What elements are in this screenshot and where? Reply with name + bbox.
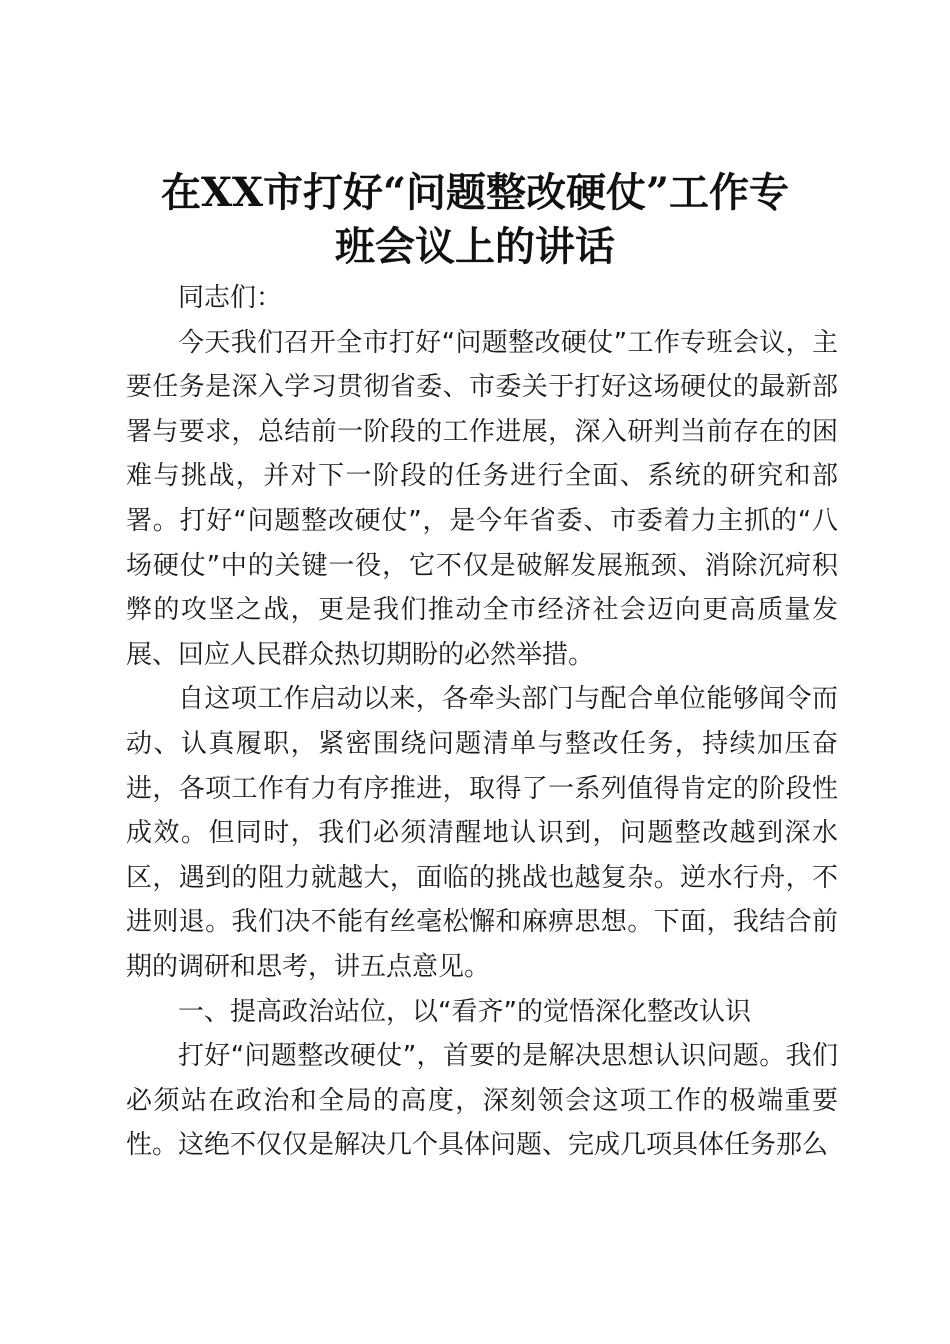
document-title-line-1: 在XX市打好“问题整改硬仗”工作专 xyxy=(160,169,790,216)
paragraph-progress: 自这项工作启动以来，各牵头部门与配合单位能够闻令而动、认真履职，紧密围绕问题清单与整改任务，持续加压奋进，各项工作有力有序推进，取得了一系列值得肯定的阶段性成效。但同时，我们必须清醒地认识到，问题整改越到深水区，遇到的阻力就越大，面临的挑战也越复杂。逆水行舟，不进则退。我们决不能有丝毫松懈和麻痹思想。下面，我结合前期的调研和思考，讲五点意见。 xyxy=(126,684,838,982)
document-body xyxy=(126,276,838,1168)
document-title-line-2: 班会议上的讲话 xyxy=(335,223,615,270)
section-paragraph: 打好“问题整改硬仗”，首要的是解决思想认识问题。我们必须站在政治和全局的高度，深刻领会这项工作的极端重要性。这绝不仅仅是解决几个具体问题、完成几项具体任务那么 xyxy=(126,1041,838,1161)
paragraph-intro: 今天我们召开全市打好“问题整改硬仗”工作专班会议，主要任务是深入学习贯彻省委、市委关于打好这场硬仗的最新部署与要求，总结前一阶段的工作进展，深入研判当前存在的困难与挑战，并对下一阶段的任务进行全面、系统的研究和部署。打好“问题整改硬仗”，是今年省委、市委着力主抓的“八场硬仗”中的关键一役，它不仅是破解发展瓶颈、消除沉疴积弊的攻坚之战，更是我们推动全市经济社会迈向更高质量发展、回应人民群众热切期盼的必然举措。 xyxy=(126,327,838,670)
salutation: 同志们： xyxy=(178,283,283,313)
section-heading: 一、提高政治站位，以“看齐”的觉悟深化整改认识 xyxy=(178,996,751,1027)
